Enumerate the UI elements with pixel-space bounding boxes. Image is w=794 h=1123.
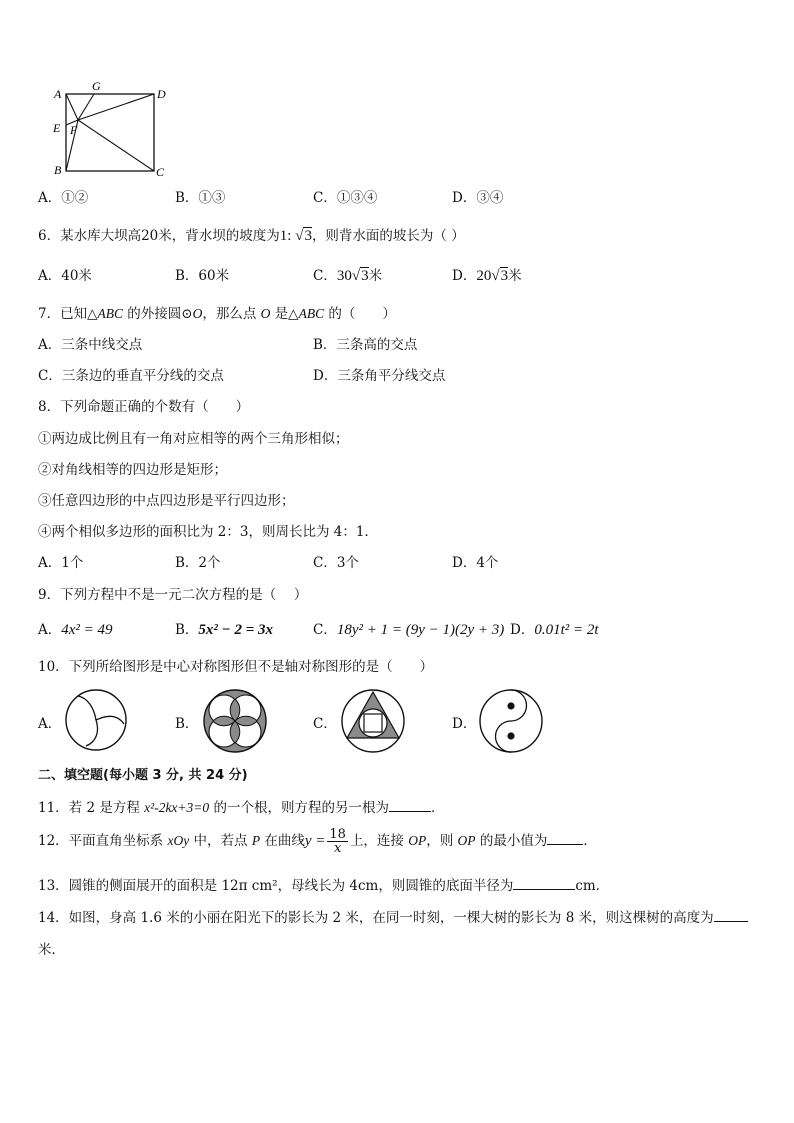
label-f: F <box>70 123 78 137</box>
q11-text-a: 11．若 2 是方程 <box>38 800 145 816</box>
q8-item-3: ③任意四边形的中点四边形是平行四边形； <box>38 493 295 509</box>
q11-equation: x²-2kx+3=0 <box>144 800 210 815</box>
q7-option-c[interactable]: C．三条边的垂直平分线的交点 <box>38 368 224 384</box>
q6-option-d-value: 20√3 <box>476 268 509 284</box>
q10-label-a[interactable]: A． <box>38 716 62 732</box>
q14-answer-blank[interactable] <box>714 908 748 922</box>
q12-text-a: 12．平面直角坐标系 <box>38 833 168 849</box>
q12 <box>38 828 597 855</box>
segment-fc <box>78 120 154 171</box>
q6-stem-tail: ，则背水面的坡长为（ ） <box>311 228 465 244</box>
q9-equation-c: 18y² + 1 = (9y − 1)(2y + 3) <box>336 622 505 638</box>
square-abcd <box>66 94 154 171</box>
q10-figure-c[interactable] <box>340 688 406 754</box>
q9-option-c-label: C． <box>313 622 337 638</box>
q9-option-c[interactable] <box>313 618 504 639</box>
q12-text-b: 中，若点 <box>189 833 252 849</box>
q11-text-b: 的一个根，则方程的另一根为 <box>209 800 389 816</box>
q6-option-c-coef: 30 <box>336 268 352 284</box>
q6-ratio: 1: √3 <box>279 228 312 244</box>
q8-item-1: ①两边成比例且有一角对应相等的两个三角形相似； <box>38 431 349 447</box>
q9-option-d[interactable] <box>510 618 599 639</box>
q5-option-c[interactable]: C．①③④ <box>313 190 378 206</box>
label-a: A <box>54 87 62 101</box>
q12-answer-blank[interactable] <box>547 831 583 845</box>
q10-figure-b[interactable] <box>202 688 268 754</box>
q7-option-b[interactable]: B．三条高的交点 <box>313 337 418 353</box>
q6-stem-text: 6．某水库大坝高20米，背水坝的坡度为 <box>38 228 280 244</box>
q14-line-1 <box>38 906 748 926</box>
q6-ratio-root: 3 <box>304 228 312 244</box>
q10-label-d[interactable]: D． <box>452 716 477 732</box>
q6-option-c-root: 3 <box>361 268 369 284</box>
q14-line-2: 米． <box>38 942 65 958</box>
label-g: G <box>92 79 101 93</box>
q13-text-b: cm． <box>575 878 610 894</box>
q8-option-b[interactable]: B．2个 <box>175 555 221 571</box>
q10-label-b[interactable]: B． <box>175 716 199 732</box>
q12-text-d: 上，连接 <box>349 833 409 849</box>
q12-denominator: x <box>333 841 342 856</box>
q12-text-f: 的最小值为 <box>475 833 548 849</box>
q12-op-2: OP <box>457 833 476 848</box>
q10-label-c[interactable]: C． <box>313 716 337 732</box>
q12-text-e: ，则 <box>426 833 458 849</box>
q6-option-c-label: C． <box>313 268 337 284</box>
q12-text-g: ． <box>583 833 597 849</box>
q6-stem <box>38 224 465 245</box>
q7-triangle-1: ABC <box>97 306 123 321</box>
q8-item-2: ②对角线相等的四边形是矩形； <box>38 462 227 478</box>
q7-option-a[interactable]: A．三条中线交点 <box>38 337 143 353</box>
q5-option-d[interactable]: D．③④ <box>452 190 504 206</box>
q9-option-b[interactable] <box>175 618 273 639</box>
q12-y-equals: y = <box>304 833 326 849</box>
q6-option-d-unit: 米 <box>508 268 522 284</box>
q9-option-a[interactable] <box>38 618 113 639</box>
q6-option-d[interactable] <box>452 264 522 285</box>
q10-figure-d[interactable] <box>478 688 544 754</box>
q7-circle-o: O <box>192 306 203 321</box>
q7-triangle-2: ABC <box>298 306 325 321</box>
segment-fd <box>78 94 154 120</box>
q7-stem-a: 7．已知△ <box>38 306 98 322</box>
square-figure <box>48 79 166 180</box>
q13-answer-blank[interactable] <box>513 876 575 890</box>
label-c: C <box>156 165 165 179</box>
q9-equation-d: 0.01t² = 2t <box>534 622 599 638</box>
q6-option-b[interactable]: B．60米 <box>175 268 230 284</box>
q7-stem-d: 是△ <box>270 306 299 322</box>
q7-stem <box>38 302 396 322</box>
q9-option-a-label: A． <box>38 622 62 638</box>
q7-option-d[interactable]: D．三条角平分线交点 <box>313 368 446 384</box>
q7-stem-b: 的外接圆⊙ <box>122 306 193 322</box>
q9-option-b-label: B． <box>175 622 199 638</box>
q8-option-a[interactable]: A．1个 <box>38 555 84 571</box>
q5-option-b[interactable]: B．①③ <box>175 190 226 206</box>
q6-option-d-root: 3 <box>500 268 509 284</box>
q10-figure-a[interactable] <box>64 688 128 752</box>
q10-stem: 10．下列所给图形是中心对称图形但不是轴对称图形的是（ ） <box>38 659 434 675</box>
q6-option-a[interactable]: A．40米 <box>38 268 92 284</box>
q6-option-c[interactable] <box>313 264 382 285</box>
q14-text-a: 14．如图，身高 1.6 米的小丽在阳光下的影长为 2 米，在同一时刻，一棵大树的影长为 8 米，则这棵树的高度为 <box>38 910 714 926</box>
label-b: B <box>54 163 62 177</box>
q6-option-d-coef: 20 <box>476 268 492 284</box>
q6-option-c-value: 30√3 <box>336 268 369 284</box>
q13-text-a: 13．圆锥的侧面展开的面积是 12π cm²，母线长为 4cm，则圆锥的底面半径为 <box>38 878 514 894</box>
q12-op-1: OP <box>408 833 427 848</box>
q9-equation-b: 5x² − 2 = 3x <box>198 622 274 638</box>
q7-stem-c: ，那么点 <box>202 306 261 322</box>
q5-option-a[interactable]: A．①② <box>38 190 89 206</box>
q12-numerator: 18 <box>329 827 346 842</box>
q12-text-c: 在曲线 <box>260 833 305 849</box>
q7-point-o: O <box>260 306 271 321</box>
q8-option-c[interactable]: C．3个 <box>313 555 359 571</box>
q9-option-d-label: D． <box>510 622 535 638</box>
q11 <box>38 796 444 816</box>
q13 <box>38 874 609 894</box>
section-title-fill-in: 二、填空题(每小题 3 分, 共 24 分) <box>38 768 248 783</box>
segment-gf <box>78 94 94 120</box>
label-d: D <box>157 87 166 101</box>
segment-af <box>66 94 78 120</box>
q8-item-4: ④两个相似多边形的面积比为 2：3，则周长比为 4：1． <box>38 524 378 540</box>
q6-ratio-prefix: 1: <box>279 228 292 244</box>
q9-equation-a: 4x² = 49 <box>61 622 113 638</box>
q8-stem: 8．下列命题正确的个数有（ ） <box>38 399 250 415</box>
q9-stem: 9．下列方程中不是一元二次方程的是（ ） <box>38 587 308 603</box>
q8-option-d[interactable]: D．4个 <box>452 555 499 571</box>
q11-answer-blank[interactable] <box>389 798 431 812</box>
q6-option-c-unit: 米 <box>368 268 383 284</box>
label-e: E <box>53 121 61 135</box>
q11-text-c: ． <box>430 800 445 816</box>
q7-stem-e: 的（ ） <box>324 306 396 322</box>
q12-fraction <box>327 828 348 855</box>
q12-xoy: xOy <box>167 833 190 848</box>
q12-point-p: P <box>251 833 261 848</box>
q6-option-d-label: D． <box>452 268 477 284</box>
